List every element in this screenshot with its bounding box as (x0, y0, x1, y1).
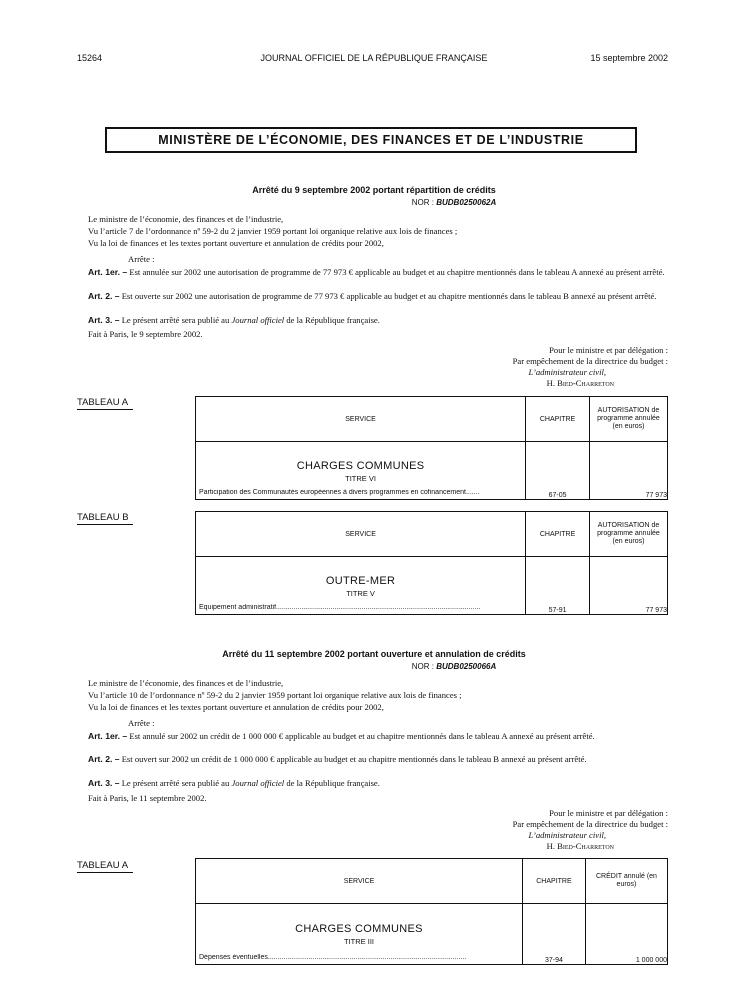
col-service: SERVICE (196, 859, 523, 904)
titre-label: TITRE III (343, 937, 374, 946)
budget-table (195, 396, 668, 500)
arrete-word: Arrête : (128, 718, 155, 728)
col-chapitre: CHAPITRE (522, 859, 585, 904)
article-2 (88, 292, 670, 302)
signatory-name: H. Bied-Charreton (546, 841, 614, 851)
section-title: CHARGES COMMUNES (296, 460, 425, 472)
col-chapitre: CHAPITRE (526, 512, 590, 557)
col-amount: CRÉDIT annulé (en euros) (585, 859, 667, 904)
amount-cell: 1 000 000 (585, 904, 667, 965)
article-3 (88, 316, 670, 326)
nor-label: NOR : (411, 198, 434, 207)
preamble-line: Vu l’article 7 de l’ordonnance nº 59-2 du 2 janvier 1959 portant loi organique relative aux lois de finances ; (88, 226, 458, 236)
fait-a-paris: Fait à Paris, le 11 septembre 2002. (88, 793, 207, 803)
budget-table (195, 511, 668, 615)
line-label: Dépenses éventuelles...................................................................................................... (199, 954, 467, 961)
article-number: Art. 1er. – (88, 731, 128, 741)
article-1 (88, 732, 670, 742)
chapitre-cell: 37-94 (522, 904, 585, 965)
amount-cell: 77 973 (589, 557, 667, 615)
issue-date: 15 septembre 2002 (590, 53, 668, 63)
arrete-2-nor (80, 662, 748, 671)
service-cell (196, 904, 523, 965)
signature-line: Pour le ministre et par délégation : (549, 808, 668, 818)
article-text: Est annulé sur 2002 un crédit de 1 000 000 € applicable au budget et au chapitre mentionnés dans le tableau A annexé au présent arrêté. (129, 731, 595, 741)
table-row (196, 904, 668, 965)
article-text: de la République française. (284, 778, 380, 788)
article-text: Est ouverte sur 2002 une autorisation de programme de 77 973 € applicable au budget et au chapitre mentionnés dans le tableau B annexé au présent arrêté. (121, 291, 657, 301)
amount-cell: 77 973 (589, 442, 667, 500)
article-1 (88, 268, 670, 278)
tableau-label: TABLEAU A (77, 860, 133, 873)
col-service: SERVICE (196, 397, 526, 442)
arrete-1-nor (80, 198, 748, 207)
article-number: Art. 3. – (88, 778, 120, 788)
chapitre-cell: 57-91 (526, 557, 590, 615)
table-header-row (196, 512, 668, 557)
journal-officiel-italic: Journal officiel (231, 778, 285, 788)
arrete-2-title: Arrêté du 11 septembre 2002 portant ouverture et annulation de crédits (222, 649, 526, 659)
section-title: CHARGES COMMUNES (295, 923, 423, 935)
nor-code: BUDB0250062A (436, 198, 497, 207)
article-number: Art. 2. – (88, 754, 120, 764)
journal-officiel-italic: Journal officiel (231, 315, 285, 325)
service-cell (196, 442, 526, 500)
section-title: OUTRE-MER (325, 575, 396, 587)
article-number: Art. 3. – (88, 315, 120, 325)
article-3 (88, 779, 670, 789)
col-chapitre: CHAPITRE (526, 397, 590, 442)
line-label: Participation des Communautés européennes à divers programmes en cofinancement....... (199, 489, 480, 496)
article-number: Art. 2. – (88, 291, 120, 301)
signatory-name: H. Bied-Charreton (546, 378, 614, 388)
table-header-row (196, 397, 668, 442)
col-service: SERVICE (196, 512, 526, 557)
arrete-word: Arrête : (128, 254, 155, 264)
table-row (196, 442, 668, 500)
preamble-line: Le ministre de l’économie, des finances et de l’industrie, (88, 214, 284, 224)
signature-line: L’administrateur civil, (528, 367, 606, 377)
signature-line: L’administrateur civil, (528, 830, 606, 840)
line-label: Equipement administratif......................................................................................................... (199, 604, 481, 611)
signature-line: Pour le ministre et par délégation : (549, 345, 668, 355)
preamble-line: Vu l’article 10 de l’ordonnance nº 59-2 du 2 janvier 1959 portant loi organique relative aux lois de finances ; (88, 690, 462, 700)
table-row (196, 557, 668, 615)
titre-label: TITRE V (346, 589, 375, 598)
tableau-label: TABLEAU A (77, 397, 133, 410)
fait-a-paris: Fait à Paris, le 9 septembre 2002. (88, 329, 203, 339)
preamble-line: Le ministre de l’économie, des finances et de l’industrie, (88, 678, 284, 688)
budget-table (195, 858, 668, 965)
preamble-line: Vu la loi de finances et les textes portant ouverture et annulation de crédits pour 2002, (88, 702, 384, 712)
table-header-row (196, 859, 668, 904)
article-text: Est annulée sur 2002 une autorisation de programme de 77 973 € applicable au budget et au chapitre mentionnés dans le tableau A annexé au présent arrêté. (129, 267, 665, 277)
arrete-1-title: Arrêté du 9 septembre 2002 portant répartition de crédits (252, 185, 496, 195)
article-text: Le présent arrêté sera publié au (121, 315, 232, 325)
tableau-label: TABLEAU B (77, 512, 133, 525)
page-number: 15264 (77, 53, 103, 63)
nor-label: NOR : (411, 662, 434, 671)
article-2 (88, 755, 670, 765)
journal-title: JOURNAL OFFICIEL DE LA RÉPUBLIQUE FRANÇAISE (260, 53, 488, 63)
article-text: Le présent arrêté sera publié au (121, 778, 232, 788)
service-cell (196, 557, 526, 615)
col-amount: AUTORISATION de programme annulée (en euros) (589, 512, 667, 557)
article-text: de la République française. (284, 315, 380, 325)
chapitre-cell: 67-05 (526, 442, 590, 500)
article-number: Art. 1er. – (88, 267, 128, 277)
signature-line: Par empêchement de la directrice du budget : (512, 356, 668, 366)
signature-line: Par empêchement de la directrice du budget : (512, 819, 668, 829)
article-text: Est ouvert sur 2002 un crédit de 1 000 000 € applicable au budget et au chapitre mentionnés dans le tableau B annexé au présent arrêté. (121, 754, 587, 764)
col-amount: AUTORISATION de programme annulée (en euros) (589, 397, 667, 442)
nor-code: BUDB0250066A (436, 662, 497, 671)
preamble-line: Vu la loi de finances et les textes portant ouverture et annulation de crédits pour 2002, (88, 238, 384, 248)
titre-label: TITRE VI (345, 474, 376, 483)
ministry-banner: MINISTÈRE DE L’ÉCONOMIE, DES FINANCES ET DE L’INDUSTRIE (105, 127, 637, 153)
